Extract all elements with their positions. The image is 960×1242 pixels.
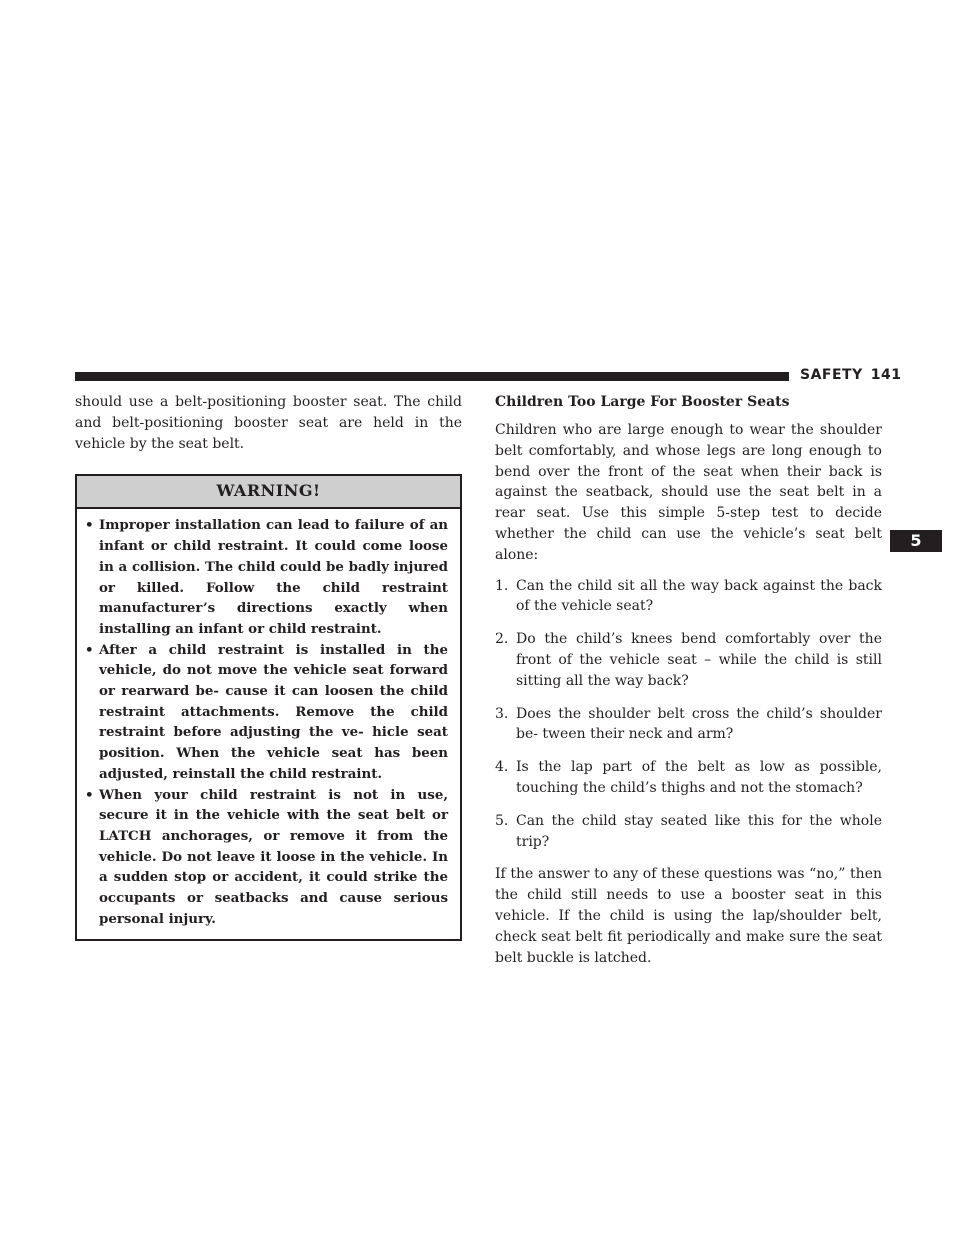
right-outro-paragraph: If the answer to any of these questions was “no,” then the child still needs to use a booster seat in this vehicle. If the child is using the lap/shoulder belt, check seat belt fit periodically and make sure the seat belt buckle is latched. [495, 866, 882, 966]
list-item [495, 629, 882, 691]
list-item [495, 704, 882, 746]
left-column [75, 392, 462, 941]
step-text: Can the child sit all the way back against the back of the vehicle seat? [516, 577, 882, 615]
header-rule [75, 372, 789, 381]
step-number: 5. [495, 812, 509, 829]
running-header [800, 367, 901, 383]
step-text: Does the shoulder belt cross the child’s shoulder be- tween their neck and arm? [516, 705, 882, 743]
warning-item-text: When your child restraint is not in use, secure it in the vehicle with the seat belt or LATCH anchorages, or remove it from the vehicle. Do not leave it loose in the vehicle. In a sudden stop or accident, it could strike the occupants or seatbacks and cause serious personal injury. [99, 786, 448, 927]
step-number: 3. [495, 705, 509, 722]
warning-item-text: After a child restraint is installed in the vehicle, do not move the vehicle seat forward or rearward be- cause it can loosen the child restraint attachments. Remove the child restraint before adjusting the ve- hicle seat position. When the vehicle seat has been adjusted, reinstall the child restraint. [99, 641, 448, 782]
chapter-tab: 5 [890, 530, 942, 552]
right-intro-paragraph: Children who are large enough to wear the shoulder belt comfortably, and whose legs are long enough to bend over the front of the seat when their back is against the seatback, should use the seat belt in a rear seat. Use this simple 5-step test to decide whether the child can use the vehicle’s seat belt alone: [495, 422, 882, 563]
step-text: Do the child’s knees bend comfortably over the front of the vehicle seat – while the child is still sitting all the way back? [516, 631, 882, 689]
right-column [495, 392, 882, 968]
warning-item-text: Improper installation can lead to failure of an infant or child restraint. It could come loose in a collision. The child could be badly injured or killed. Follow the child restraint manufacturer’s directions exactly when installing an infant or child restraint. [99, 517, 448, 637]
step-text: Can the child stay seated like this for the whole trip? [516, 812, 882, 850]
bullet-icon: • [85, 786, 94, 803]
bullet-icon: • [85, 641, 94, 658]
warning-box [75, 474, 462, 941]
page-number: 141 [870, 367, 902, 383]
test-steps-list [495, 576, 882, 853]
left-intro-paragraph: should use a belt-positioning booster seat. The child and belt-positioning booster seat are held in the vehicle by the seat belt. [75, 394, 462, 452]
step-number: 1. [495, 577, 509, 594]
list-item [495, 757, 882, 799]
warning-title: WARNING! [77, 476, 460, 509]
warning-item [85, 785, 448, 930]
warning-item [85, 515, 448, 639]
warning-list [77, 509, 460, 939]
step-number: 2. [495, 631, 509, 648]
step-text: Is the lap part of the belt as low as possible, touching the child’s thighs and not the stomach? [516, 759, 882, 796]
section-title: SAFETY [800, 367, 863, 383]
step-number: 4. [495, 759, 509, 776]
bullet-icon: • [85, 517, 94, 534]
list-item [495, 811, 882, 853]
section-heading: Children Too Large For Booster Seats [495, 394, 790, 410]
list-item [495, 576, 882, 618]
warning-item [85, 640, 448, 785]
